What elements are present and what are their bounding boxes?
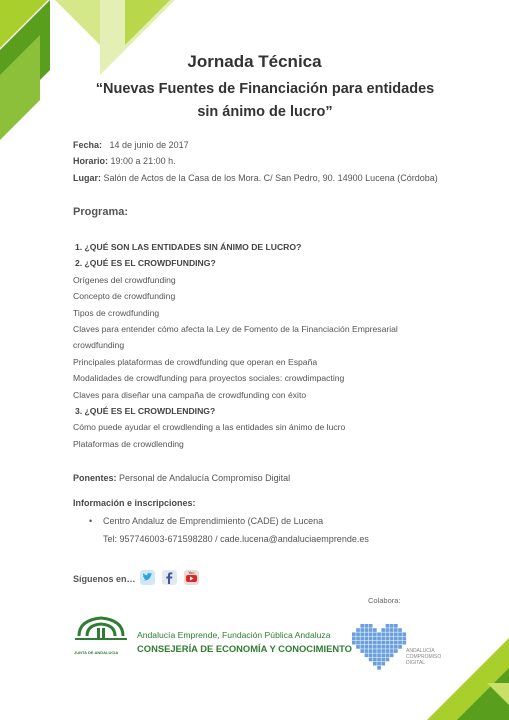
time-label: Horario: [73,156,109,166]
program-item: crowdfunding [73,340,125,351]
colabora-label: Colabora: [368,596,401,605]
program-item: Plataformas de crowdlending [73,438,184,449]
program-item: Modalidades de crowdfunding para proyectos sociales: crowdimpacting [73,373,345,384]
org-line-1: Andalucía Emprende, Fundación Pública Andaluza [137,630,331,640]
follow-us-label: Síguenos en… [73,574,136,584]
program-item: Claves para entender cómo afecta la Ley de Fomento de la Financiación Empresarial [73,324,398,334]
program-item: Principales plataformas de crowdfunding que operan en España [73,356,318,367]
program-heading: 3. ¿QUÉ ES EL CROWDLENDING? [75,406,216,416]
date-value: 14 de junio de 2017 [109,140,189,150]
speakers [73,473,290,483]
registration-contact[interactable]: Tel: 957746003-671598280 / cade.lucena@andaluciaemprende.es [103,534,369,544]
speakers-label: Ponentes: [73,473,117,483]
page-subtitle: “Nuevas Fuentes de Financiación para entidades sin ánimo de lucro” [95,81,435,120]
date-label: Fecha: [73,140,103,150]
time-value: 19:00 a 21:00 h. [110,156,176,166]
program-item: Concepto de crowdfunding [73,291,176,302]
program-item: Orígenes del crowdfunding [73,274,176,285]
place-value: Salón de Actos de la Casa de los Mora. C/ San Pedro, 90. 14900 Lucena (Córdoba) [103,173,438,183]
program-item: Cómo puede ayudar el crowdlending a las entidades sin ánimo de lucro [73,422,346,433]
program-title: Programa: [73,206,129,218]
junta-andalucia-logo [71,614,131,650]
place-label: Lugar: [73,173,101,183]
junta-name: JUNTA DE ANDALUCIA [74,650,119,655]
program-item: Claves para diseñar una campaña de crowdfunding con éxito [73,389,307,400]
program-item: Tipos de crowdfunding [73,307,160,318]
org-line-2: CONSEJERÍA DE ECONOMÍA Y CONOCIMIENTO [137,643,352,654]
bullet-marker: • [89,516,93,526]
registration-center: Centro Andaluz de Emprendimiento (CADE) de Lucena [103,516,324,526]
twitter-icon[interactable] [140,570,155,585]
corner-decoration-bottom [427,638,509,720]
heart-logo [352,624,408,680]
event-date [73,140,189,150]
facebook-icon[interactable] [162,570,177,585]
program-heading: 1. ¿QUÉ SON LAS ENTIDADES SIN ÁNIMO DE LUCRO? [75,242,302,252]
program-heading: 2. ¿QUÉ ES EL CROWDFUNDING? [75,258,216,269]
speakers-value: Personal de Andalucía Compromiso Digital [119,473,291,483]
event-time [73,156,176,166]
registration-title: Información e inscripciones: [73,498,196,508]
event-place [73,173,438,183]
svg-text:You: You [188,571,195,575]
page-title: Jornada Técnica [187,52,322,71]
partner-name: ANDALUCÍA COMPROMISO DIGITAL [406,648,442,666]
youtube-icon[interactable] [184,570,199,585]
